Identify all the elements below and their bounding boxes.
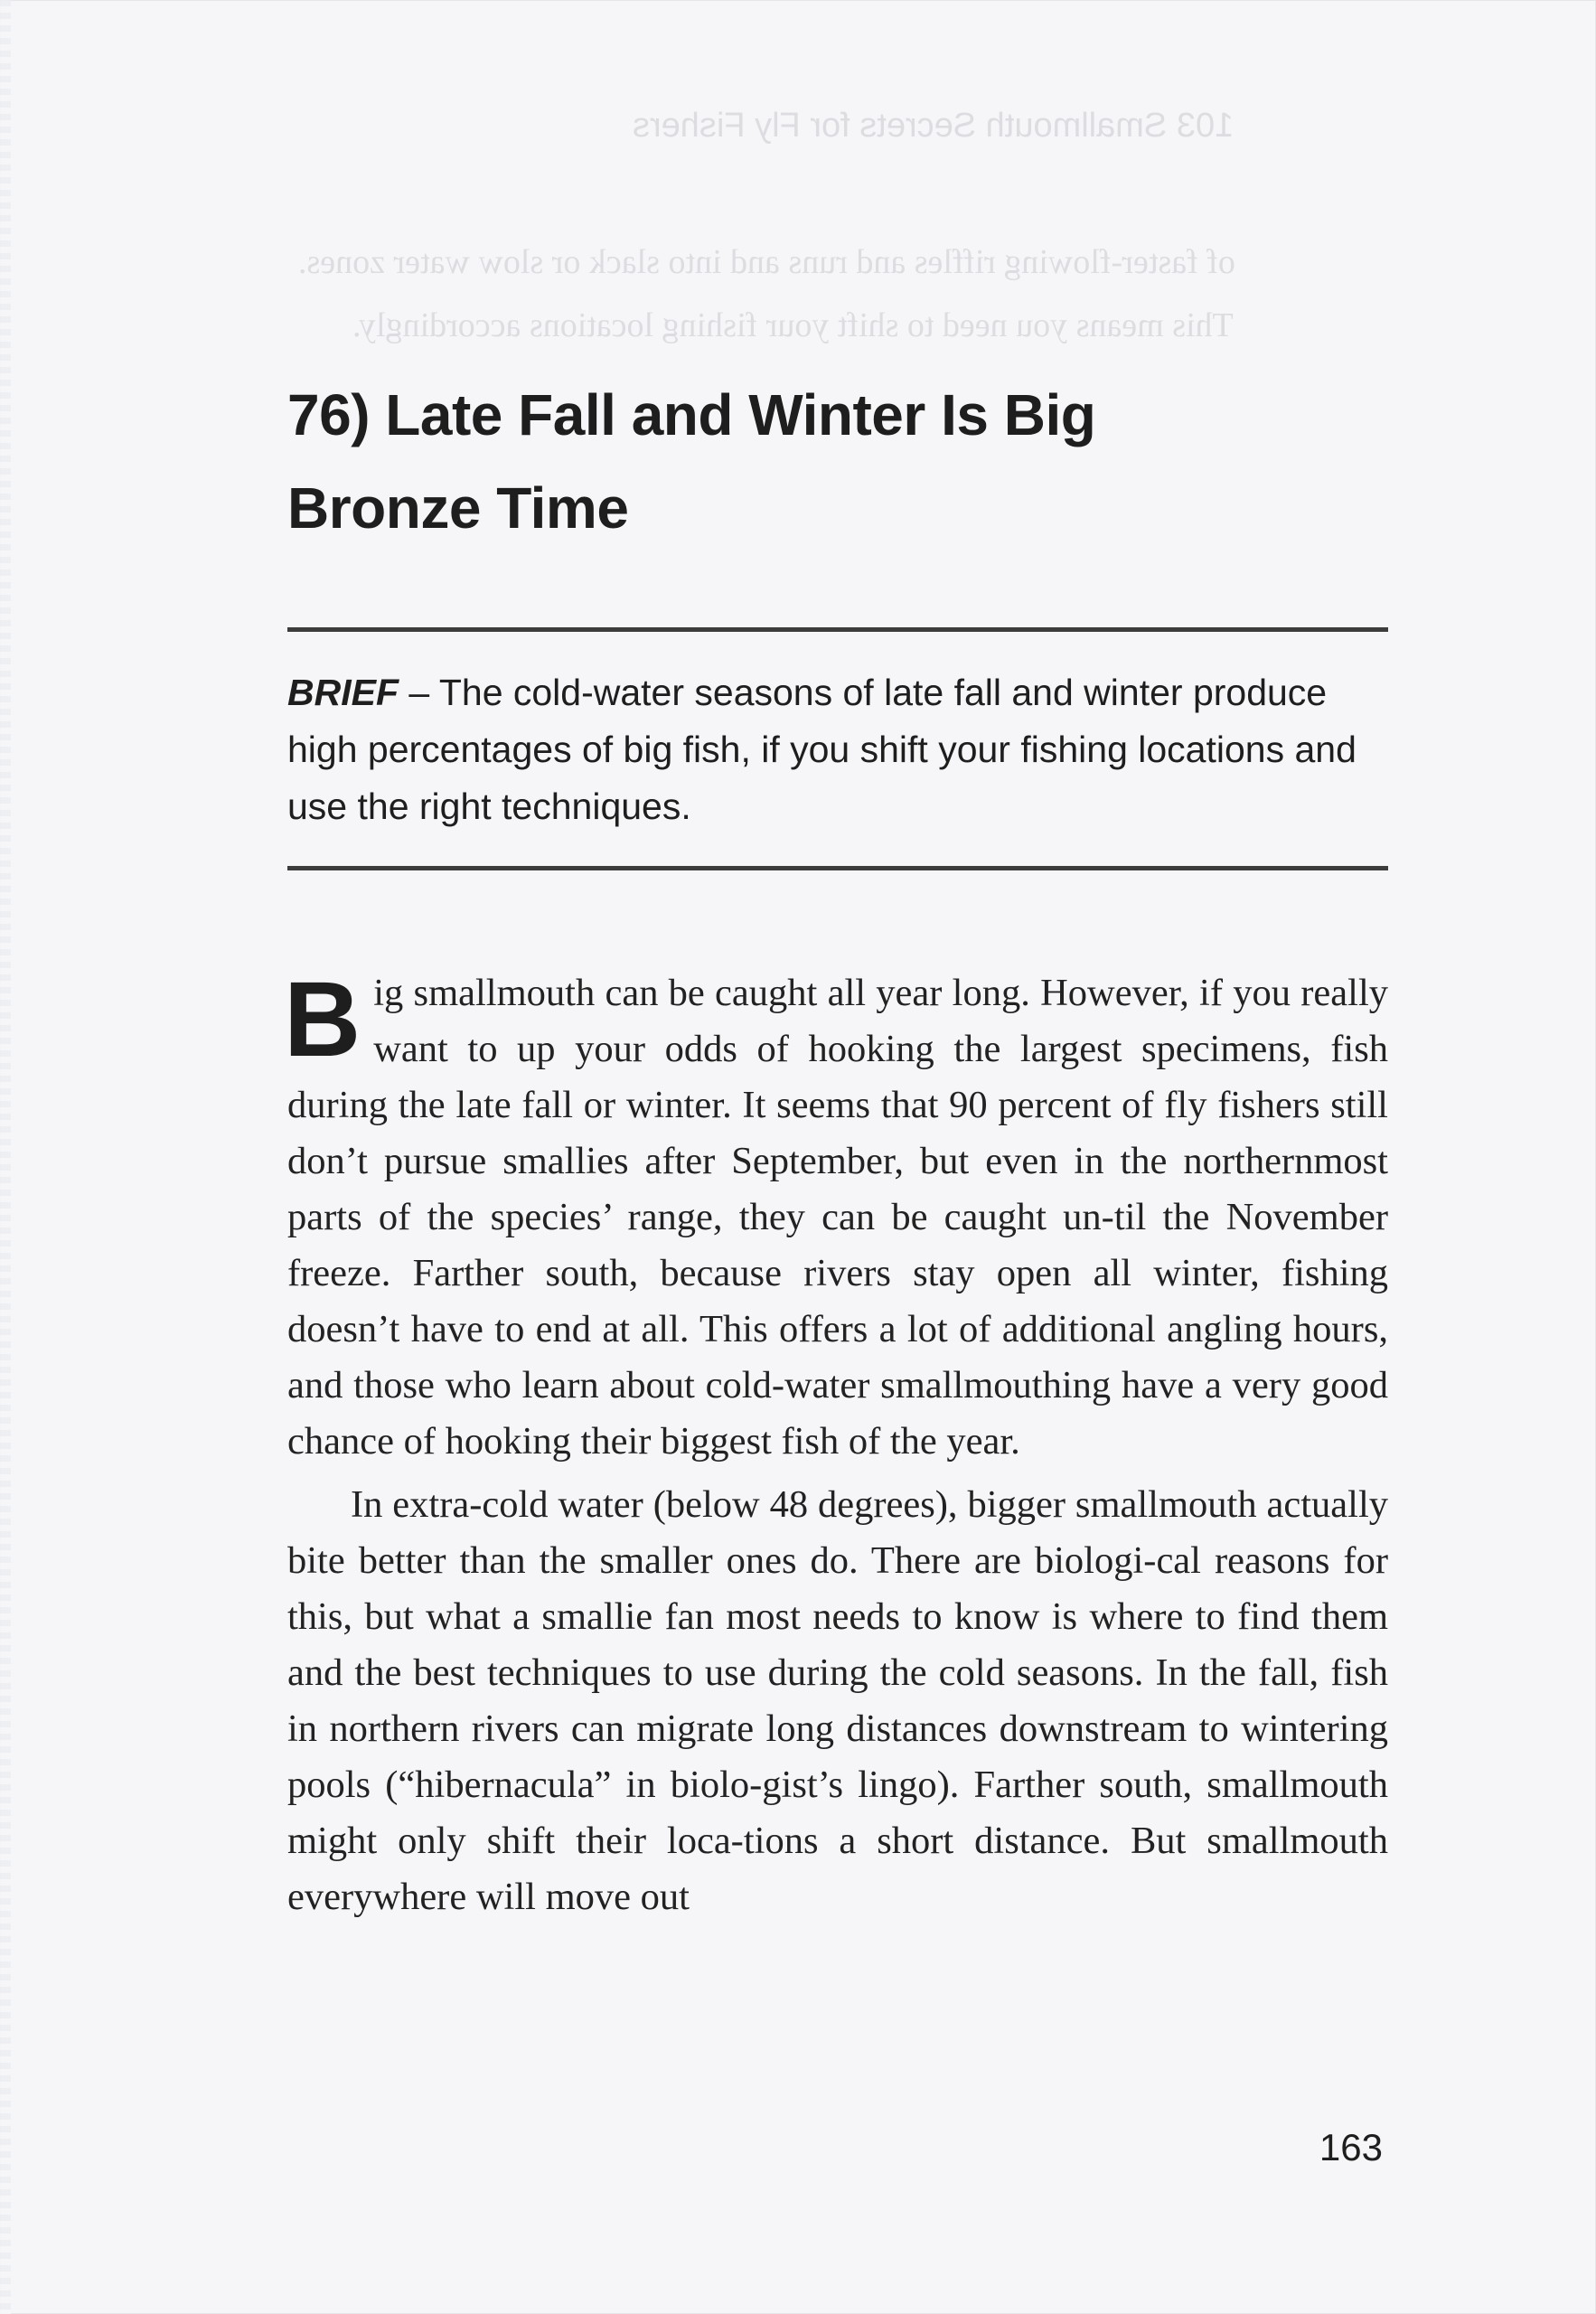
brief-label: BRIEF bbox=[287, 672, 399, 713]
brief-text: The cold-water seasons of late fall and winter produce high percentages of big fish, if you shift your fishing locations and use the right techniques. bbox=[287, 672, 1357, 827]
paragraph-1-text: ig smallmouth can be caught all year long. However, if you really want to up your odds of hooking the largest specimens, fish during the late fall or winter. It seems that 90 percent of fly fishers still don’t pursue smallies after September, but even in the northernmost parts of the species’ range, they can be caught un-til the November freeze. Farther south, because rivers stay open all winter, fishing doesn’t have to end at all. This offers a lot of additional angling hours, and those who learn about cold-water smallmouthing have a very good chance of hooking their biggest fish of the year. bbox=[287, 972, 1388, 1463]
bleed-through-line: This means you need to shift your fishing locations accordingly. bbox=[352, 306, 1234, 344]
brief-top-rule bbox=[287, 627, 1388, 632]
body-paragraph-1 bbox=[284, 960, 1388, 1470]
brief-dash: – bbox=[399, 672, 439, 713]
drop-cap: B bbox=[284, 960, 361, 1079]
chapter-title-line-1: 76) Late Fall and Winter Is Big bbox=[287, 382, 1096, 447]
body-text bbox=[284, 960, 1388, 1925]
chapter-title-line-2: Bronze Time bbox=[287, 475, 629, 541]
chapter-title bbox=[287, 369, 1372, 555]
page-number: 163 bbox=[1319, 2126, 1383, 2168]
brief-bottom-rule bbox=[287, 866, 1388, 870]
brief-box bbox=[287, 664, 1388, 835]
body-paragraph-2: In extra-cold water (below 48 degrees), bigger smallmouth actually bite better than the smaller ones do. There are biologi-cal reasons for this, but what a smallie fan most needs to know is where to find them and the best techniques to use during the cold seasons. In the fall, fish in northern rivers can migrate long distances downstream to wintering pools (“hibernacula” in biolo-gist’s lingo). Farther south, smallmouth might only shift their loca-tions a short distance. But smallmouth everywhere will move out bbox=[287, 1483, 1388, 1918]
bleed-through-header: 103 Smallmouth Secrets for Fly Fishers bbox=[633, 107, 1235, 145]
bleed-through-line: of faster-flowing riffles and runs and into slack or slow water zones. bbox=[298, 243, 1235, 281]
